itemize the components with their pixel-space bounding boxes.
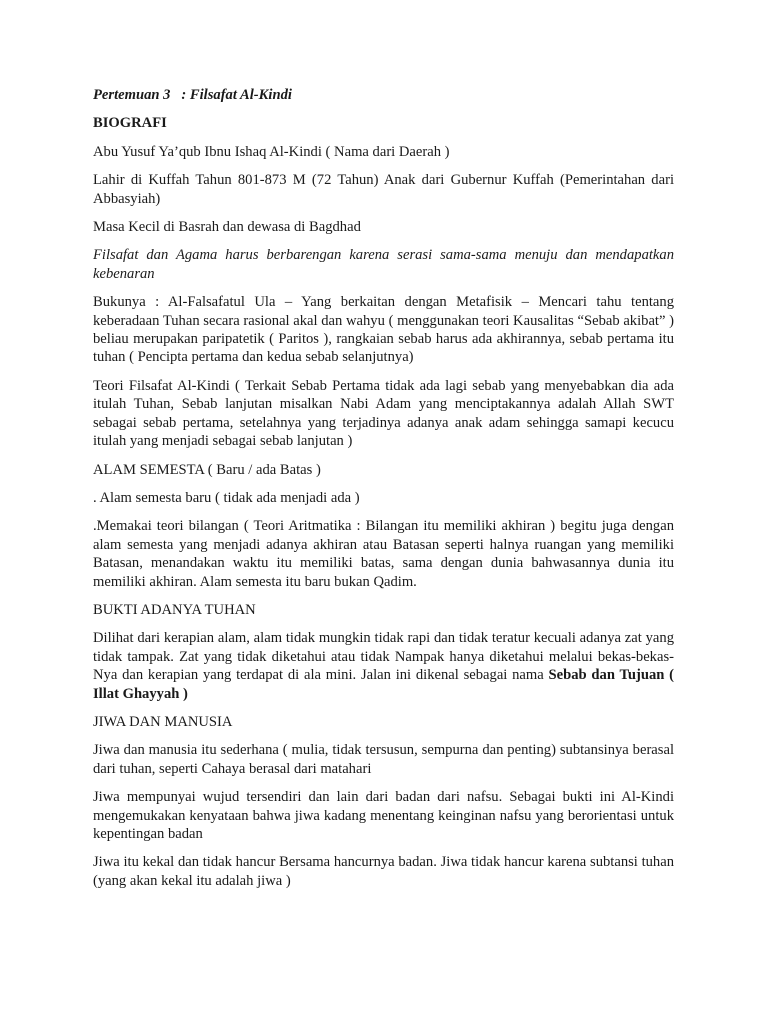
- paragraph-name: Abu Yusuf Ya’qub Ibnu Ishaq Al-Kindi ( Nama dari Daerah ): [93, 143, 450, 160]
- paragraph-jiwa-sederhana: Jiwa dan manusia itu sederhana ( mulia, tidak tersusun, sempurna dan penting) subtansinya berasal dari tuhan, seperti Cahaya berasal dari matahari: [93, 742, 674, 777]
- paragraph-theory: Teori Filsafat Al-Kindi ( Terkait Sebab Pertama tidak ada lagi sebab yang menyebabkan dia ada itulah Tuhan, Sebab lanjutan misalkan Nabi Adam yang menciptakannya adalah Allah SWT sebagai sebab pertama, setelahnya yang terjadinya adanya anak adam sehingga samapi kecucu itulah yang menjadi sebagai sebab lanjutan ): [93, 377, 674, 450]
- heading-jiwa-manusia: JIWA DAN MANUSIA: [93, 713, 233, 730]
- paragraph-jiwa-wujud: Jiwa mempunyai wujud tersendiri dan lain dari badan dari nafsu. Sebagai bukti ini Al-Kindi mengemukakan kenyataan bahwa jiwa kadang menentang keinginan nafsu yang berorientasi untuk kepentingan badan: [93, 789, 674, 842]
- sebab-tujuan-term: Sebab dan Tujuan ( Illat Ghayyah ): [93, 667, 674, 702]
- paragraph-alam-baru: . Alam semesta baru ( tidak ada menjadi ada ): [93, 489, 360, 506]
- heading-bukti-tuhan: BUKTI ADANYA TUHAN: [93, 601, 256, 618]
- paragraph-bilangan: .Memakai teori bilangan ( Teori Aritmatika : Bilangan itu memiliki akhiran ) begitu juga dengan alam semesta yang menjadi adanya akhiran atau Batasan seperti halnya ruangan yang memiliki Batasan, menandakan waktu itu memiliki batas, sama dengan dunia bahwasannya dunia itu memiliki akhiran. Alam semesta itu baru bukan Qadim.: [93, 518, 674, 590]
- heading-biografi: BIOGRAFI: [93, 115, 167, 132]
- paragraph-kerapian-alam: [93, 629, 674, 703]
- document-title: Pertemuan 3 : Filsafat Al-Kindi: [93, 87, 292, 103]
- paragraph-birth: Lahir di Kuffah Tahun 801-873 M (72 Tahun) Anak dari Gubernur Kuffah (Pemerintahan dari Abbasyiah): [93, 172, 674, 207]
- document-page: [93, 86, 674, 900]
- paragraph-philosophy-religion: Filsafat dan Agama harus berbarengan karena serasi sama-sama menuju dan mendapatkan kebenaran: [93, 247, 674, 282]
- paragraph-jiwa-kekal: Jiwa itu kekal dan tidak hancur Bersama hancurnya badan. Jiwa tidak hancur karena subtansi tuhan (yang akan kekal itu adalah jiwa ): [93, 854, 674, 889]
- paragraph-childhood: Masa Kecil di Basrah dan dewasa di Bagdhad: [93, 219, 361, 236]
- paragraph-book: Bukunya : Al-Falsafatul Ula – Yang berkaitan dengan Metafisik – Mencari tahu tentang keberadaan Tuhan secara rasional akal dan wahyu ( menggunakan teori Kausalitas “Sebab akibat” ) beliau merupakan paripatetik ( Paritos ), rangkaian sebab harus ada akhirannya, sebab pertama itu tuhan ( Pencipta pertama dan kedua sebab selanjutnya): [93, 294, 674, 366]
- heading-alam-semesta: ALAM SEMESTA ( Baru / ada Batas ): [93, 461, 321, 478]
- paragraph-kerapian-text: Dilihat dari kerapian alam, alam tidak mungkin tidak rapi dan tidak teratur kecuali adanya zat yang tidak tampak. Zat yang tidak diketahui atau tidak Nampak hanya diketahui melalui bekas-bekas-Nya dan kerapian yang terdapat di ala mini. Jalan ini dikenal sebagai nama: [93, 630, 674, 684]
